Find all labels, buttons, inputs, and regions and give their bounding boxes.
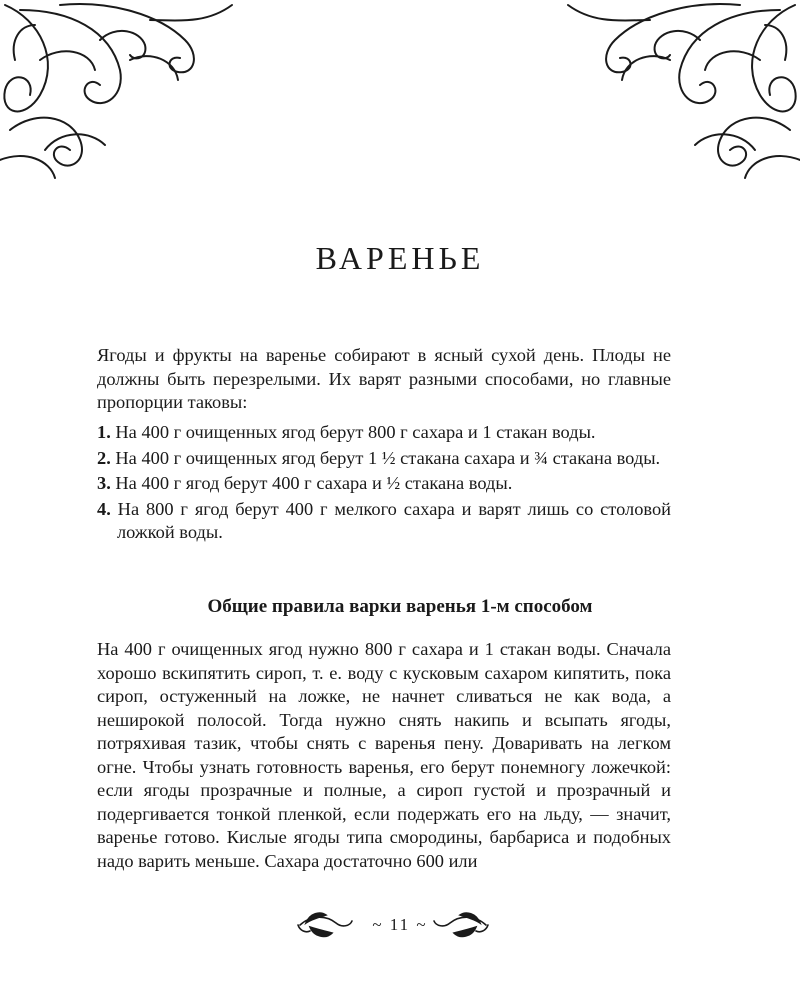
list-item-number: 3. [97,473,111,493]
list-item [97,472,671,496]
list-item-text: На 400 г ягод берут 400 г сахара и ½ стакана воды. [115,473,513,493]
leaf-flourish-right-icon [432,909,490,941]
list-item-text: На 400 г очищенных ягод берут 800 г сахара и 1 стакан воды. [115,422,596,442]
list-item-number: 1. [97,422,111,442]
section-heading: Общие правила варки варенья 1-м способом [207,596,593,617]
list-item-number: 2. [97,447,111,468]
list-item [97,421,671,445]
list-item-text: На 400 г очищенных ягод берут 1 ½ стакана сахара и ¾ стакана воды. [115,447,661,468]
corner-ornament-left-icon [0,0,245,180]
list-item [97,447,671,471]
list-item-text: На 800 г ягод берут 400 г мелкого сахара и варят лишь со столовой ложкой воды. [117,498,671,542]
intro-paragraph: Ягоды и фрукты на варенье собирают в ясный сухой день. Плоды не должны быть перезрелыми. Их варят разными способами, но главные пропорции таковы: [97,345,671,412]
body-paragraph: На 400 г очищенных ягод нужно 800 г сахара и 1 стакан воды. Сначала хорошо вскипятить сироп, т. е. воду с кусковым сахаром кипятить, пока сироп, остуженный на ложке, не начнет сливаться не как вода, а неширокой полосой. Тогда нужно снять накипь и всыпать ягоды, потряхивая тазик, чтобы снять с варенья пену. Доваривать на легком огне. Чтобы узнать готовность варенья, его берут понемногу ложечкой: если ягоды прозрачные и полные, а сироп густой и прозрачный и подергивается тонкой пленкой, если подержать его на льду, — значит, варенье готово. Кислые ягоды типа смородины, барбариса и подобных надо варить меньше. Сахара достаточно 600 или [97,639,671,871]
list-item-number: 4. [97,498,111,519]
page-number: ~ 11 ~ [372,915,428,934]
page-title: ВАРЕНЬЕ [315,240,485,276]
list-item [97,498,671,545]
page-footer [0,905,800,945]
proportions-list [97,421,671,547]
corner-ornament-right-icon [555,0,800,180]
